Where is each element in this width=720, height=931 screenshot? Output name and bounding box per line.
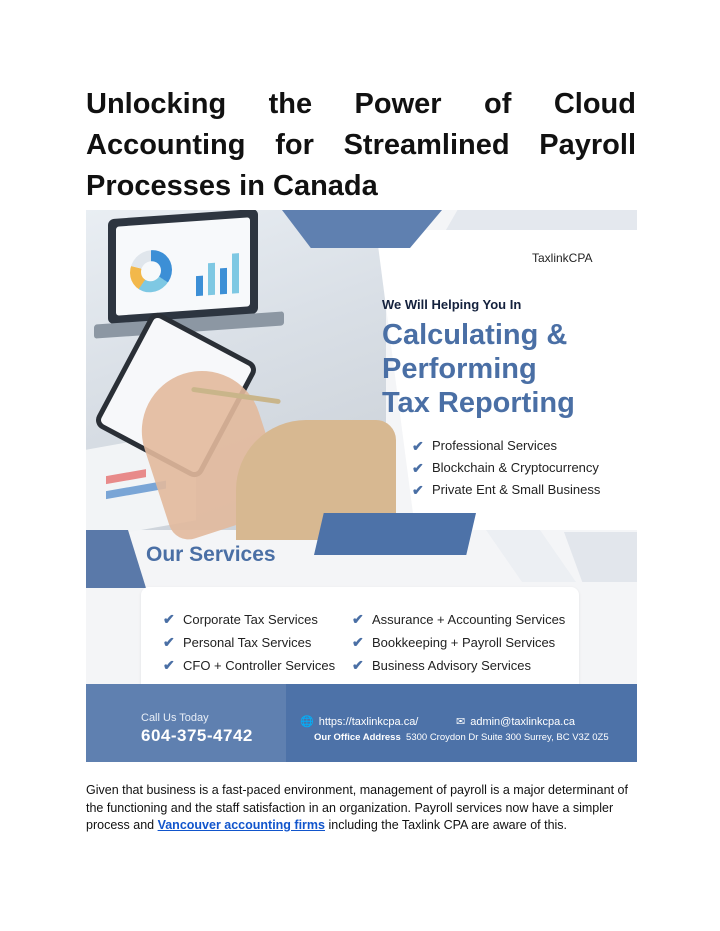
feature-item: ✔ Blockchain & Cryptocurrency — [412, 457, 600, 479]
feature-item: ✔ Private Ent & Small Business — [412, 479, 600, 501]
headline-line: Tax Reporting — [382, 387, 575, 419]
call-label: Call Us Today — [141, 712, 209, 724]
vancouver-accounting-link[interactable]: Vancouver accounting firms — [157, 818, 325, 832]
check-icon: ✔ — [412, 460, 424, 476]
feature-item: ✔ Professional Services — [412, 435, 600, 457]
check-icon: ✔ — [163, 657, 175, 673]
service-item: ✔ Assurance + Accounting Services — [352, 608, 565, 631]
website-info: 🌐 https://taxlinkcpa.ca/ — [300, 716, 419, 728]
check-icon: ✔ — [352, 657, 364, 673]
service-item: ✔ CFO + Controller Services — [163, 654, 335, 677]
phone-number: 604-375-4742 — [141, 726, 253, 745]
service-item: ✔ Corporate Tax Services — [163, 608, 335, 631]
promo-banner-image — [86, 210, 637, 762]
service-item: ✔ Bookkeeping + Payroll Services — [352, 631, 565, 654]
services-list-left — [163, 608, 335, 677]
page-title: Unlocking the Power of Cloud Accounting for Streamlined Payroll Processes in Canada — [86, 88, 636, 202]
body-paragraph: Given that business is a fast-paced environment, management of payroll is a major determinant of the functioning and the staff satisfaction in an organization. Payroll services now have a simpler process and Vancouver accounting firms including the Taxlink CPA are aware of this. — [86, 783, 628, 832]
office-address: Our Office Address 5300 Croydon Dr Suite 300 Surrey, BC V3Z 0Z5 — [314, 732, 609, 743]
envelope-icon: ✉ — [456, 716, 466, 728]
banner-headline — [382, 318, 575, 420]
headline-line: Calculating & — [382, 319, 568, 351]
globe-icon: 🌐 — [300, 716, 314, 728]
brand-name: TaxlinkCPA — [532, 251, 593, 265]
check-icon: ✔ — [412, 482, 424, 498]
feature-list — [412, 435, 600, 501]
check-icon: ✔ — [352, 611, 364, 627]
banner-subheading: We Will Helping You In — [382, 297, 522, 312]
services-title: Our Services — [146, 543, 276, 566]
email-info: ✉ admin@taxlinkcpa.ca — [456, 716, 575, 728]
service-item: ✔ Personal Tax Services — [163, 631, 335, 654]
check-icon: ✔ — [412, 438, 424, 454]
check-icon: ✔ — [163, 611, 175, 627]
laptop-illustration — [108, 210, 258, 324]
services-list-right — [352, 608, 565, 677]
check-icon: ✔ — [163, 634, 175, 650]
donut-chart-graphic — [130, 249, 172, 294]
check-icon: ✔ — [352, 634, 364, 650]
service-item: ✔ Business Advisory Services — [352, 654, 565, 677]
headline-line: Performing — [382, 353, 537, 385]
decorative-shape — [314, 513, 476, 555]
office-photo — [86, 210, 386, 530]
